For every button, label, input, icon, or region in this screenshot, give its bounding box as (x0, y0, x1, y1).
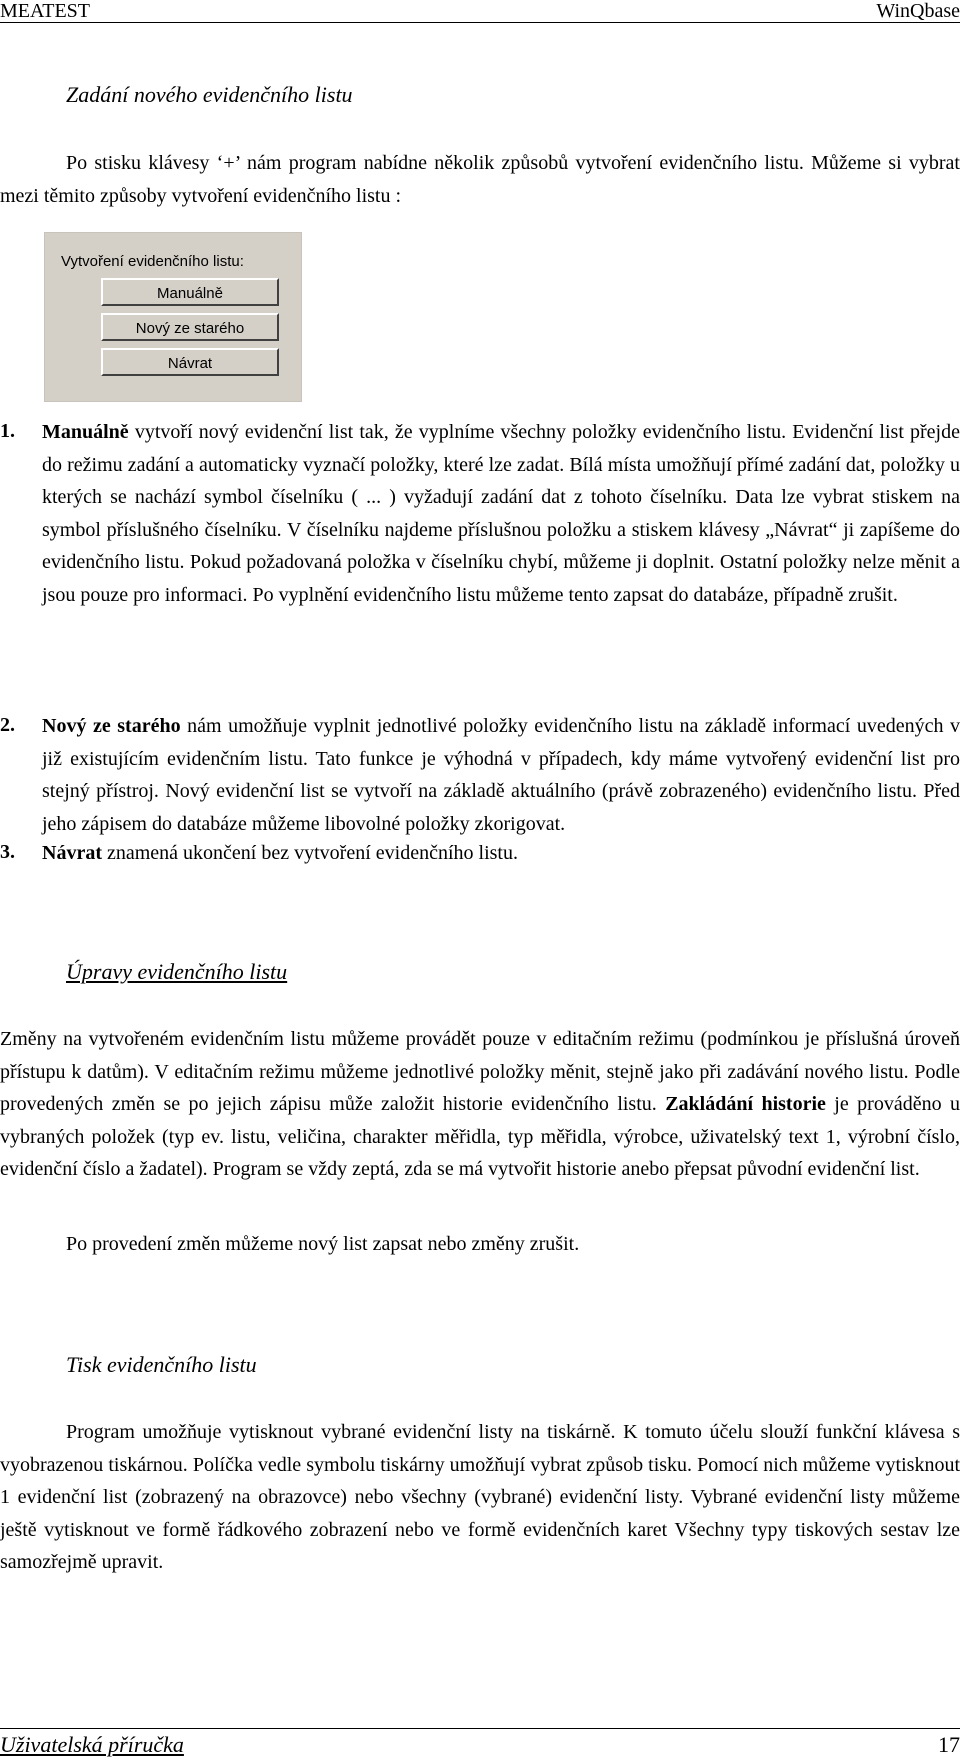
new-from-old-button[interactable]: Nový ze starého (101, 313, 279, 341)
page-header (0, 0, 960, 23)
item-term: Nový ze starého (42, 715, 181, 737)
print-paragraph: Program umožňuje vytisknout vybrané evidenční listy na tiskárně. K tomuto účelu slouží funkční klávesa s vyobrazenou tiskárnou. Políčka vedle symbolu tiskárny umožňují vybrat způsob tisku. Pomocí nich můžeme vytisknout 1 evidenční list (zobrazený na obrazovce) nebo všechny (vybrané) evidenční listy. Vybrané evidenční listy můžeme ještě vytisknout ve formě řádkového zobrazení nebo ve formě evidenčních karet Všechny typy tiskových sestav lze samozřejmě upravit. (0, 1421, 960, 1573)
edit-paragraph-2: Po provedení změn můžeme nový list zapsat nebo změny zrušit. (66, 1233, 580, 1255)
intro-paragraph: Po stisku klávesy ‘+’ nám program nabídne několik způsobů vytvoření evidenčního listu. Můžeme si vybrat mezi těmito způsoby vytvoření evidenčního listu : (0, 152, 960, 207)
item-body (42, 416, 960, 611)
item-text: znamená ukončení bez vytvoření evidenčního listu. (101, 842, 518, 864)
return-button[interactable]: Návrat (101, 348, 279, 376)
item-body (42, 710, 960, 840)
item-body (42, 837, 960, 870)
section-title-upravy: Úpravy evidenčního listu (66, 959, 288, 984)
item-term: Manuálně (42, 421, 129, 443)
item-text: nám umožňuje vyplnit jednotlivé položky evidenčního listu na základě informací uvedených v již existujícím evidenčním listu. Tato funkce je výhodná v případech, kdy máme vytvořený evidenční list pro stejný přístroj. Nový evidenční list se vytvoří na základě aktuálního (právě zobrazeného) evidenčního listu. Před jeho zápisem do databáze můžeme libovolné položky zkorigovat. (42, 715, 960, 835)
item-number: 2. (0, 714, 15, 736)
item-term: Návrat (42, 842, 102, 864)
edit-text-a: Změny na vytvořeném evidenčním listu můžeme provádět pouze v editačním režimu (podmínkou je příslušná úroveň přístupu k datům). V editačním režimu můžeme jednotlivé položky měnit, stejně jako při zadávání nového listu. Podle provedených změn se po jejich zápisu může založit historie evidenčního listu. (0, 1028, 960, 1115)
header-right: WinQbase (876, 0, 960, 22)
section-title-tisk: Tisk evidenčního listu (66, 1352, 257, 1377)
header-left: MEATEST (0, 0, 90, 22)
item-text: vytvoří nový evidenční list tak, že vyplníme všechny položky evidenčního listu. Evidenční list přejde do režimu zadání a automaticky vyznačí položky, které lze zadat. Bílá místa umožňují přímé zadání dat, položky u kterých se nachází symbol číselníku ( ... ) vyžadují zadání dat z tohoto číselníku. Data lze vybrat stiskem na symbol příslušného číselníku. V číselníku najdeme příslušnou položku a stiskem klávesy „Návrat“ ji zapíšeme do evidenčního listu. Pokud požadovaná položka v číselníku chybí, můžeme ji doplnit. Ostatní položky nelze měnit a jsou pouze pro informaci. Po vyplnění evidenčního listu můžeme tento zapsat do databáze, případně zrušit. (42, 421, 960, 606)
item-number: 1. (0, 420, 15, 442)
dialog-title: Vytvoření evidenčního listu: (61, 253, 244, 270)
edit-paragraph (0, 1023, 960, 1186)
history-term: Zakládání historie (665, 1093, 826, 1115)
section-title-zadani: Zadání nového evidenčního listu (66, 82, 353, 107)
item-number: 3. (0, 841, 15, 863)
create-record-dialog (44, 232, 302, 402)
footer-left: Uživatelská příručka (0, 1732, 184, 1757)
manual-button[interactable]: Manuálně (101, 278, 279, 306)
page-footer (0, 1728, 960, 1757)
page-number: 17 (938, 1732, 960, 1757)
edit-text-b: je prováděno u vybraných položek (typ ev. listu, veličina, charakter měřidla, typ měřidla, výrobce, uživatelský text 1, výrobní číslo, evidenční číslo a žadatel). Program se vždy zeptá, zda se má vytvořit historie anebo přepsat původní evidenční list. (0, 1093, 960, 1180)
